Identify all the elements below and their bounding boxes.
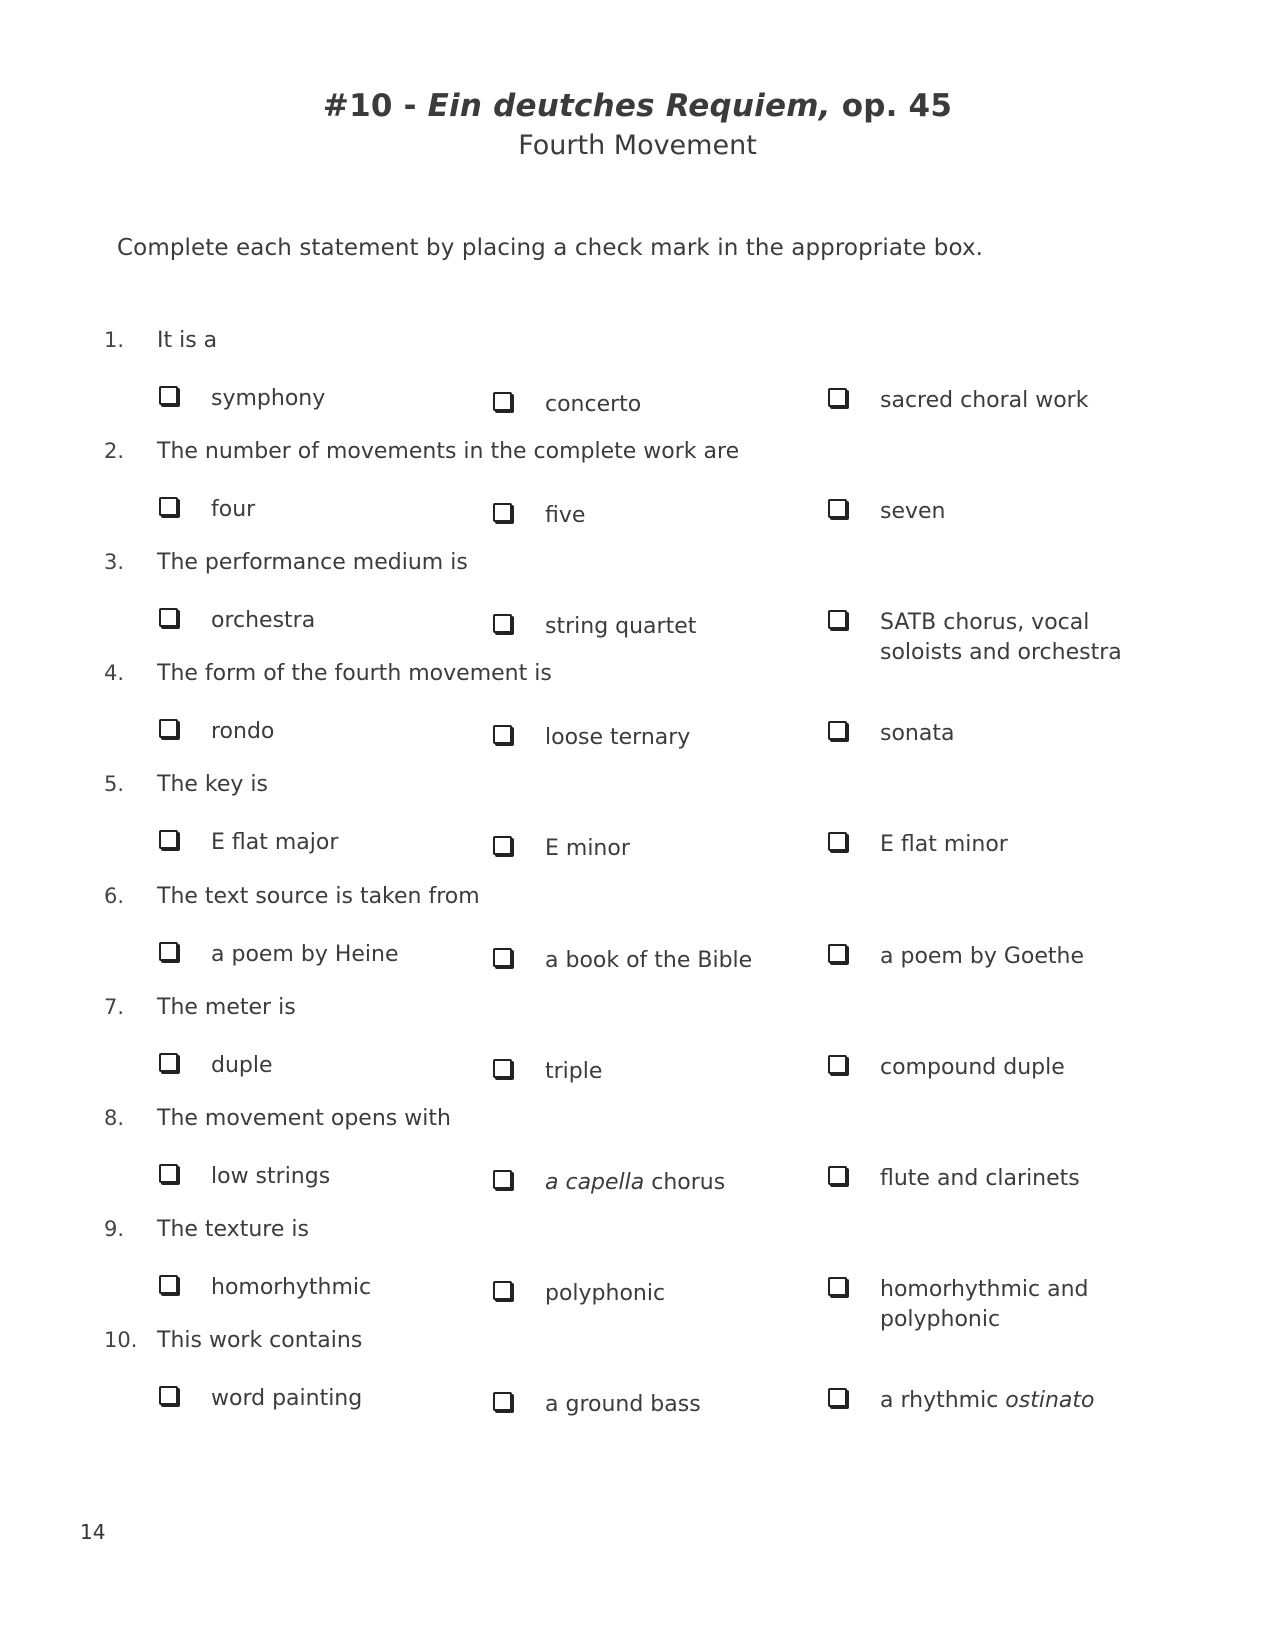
checkbox-icon[interactable] bbox=[493, 614, 512, 633]
option-label: sonata bbox=[880, 721, 955, 746]
option-label: compound duple bbox=[880, 1055, 1065, 1080]
question-number: 10. bbox=[104, 1328, 138, 1352]
title-work: Ein deutches Requiem, bbox=[427, 88, 831, 124]
title-opus: op. 45 bbox=[830, 88, 953, 124]
option-label: sacred choral work bbox=[880, 388, 1089, 413]
checkbox-icon[interactable] bbox=[159, 1164, 178, 1183]
checkbox-icon[interactable] bbox=[828, 388, 847, 407]
option-label: a ground bass bbox=[545, 1392, 701, 1417]
option-label: word painting bbox=[211, 1386, 363, 1411]
checkbox-icon[interactable] bbox=[493, 725, 512, 744]
question-6 bbox=[104, 884, 1204, 984]
option-label: symphony bbox=[211, 386, 326, 411]
option-label: E flat major bbox=[211, 830, 339, 855]
question-number: 4. bbox=[104, 661, 125, 685]
option-label: a rhythmic ostinato bbox=[880, 1388, 1095, 1413]
question-text: The text source is taken from bbox=[157, 884, 480, 909]
question-number: 2. bbox=[104, 439, 125, 463]
checkbox-icon[interactable] bbox=[159, 608, 178, 627]
option-label: concerto bbox=[545, 392, 642, 417]
option-label: E flat minor bbox=[880, 832, 1008, 857]
question-text: The movement opens with bbox=[157, 1106, 451, 1131]
option-label: flute and clarinets bbox=[880, 1166, 1080, 1191]
option-label: a poem by Goethe bbox=[880, 944, 1084, 969]
checkbox-icon[interactable] bbox=[493, 836, 512, 855]
checkbox-icon[interactable] bbox=[493, 1392, 512, 1411]
checkbox-icon[interactable] bbox=[828, 1277, 847, 1296]
question-text: The key is bbox=[157, 772, 268, 797]
option-label: a book of the Bible bbox=[545, 948, 753, 973]
option-label: triple bbox=[545, 1059, 603, 1084]
question-2 bbox=[104, 439, 1204, 539]
question-3 bbox=[104, 550, 1204, 665]
checkbox-icon[interactable] bbox=[493, 1059, 512, 1078]
option-label: low strings bbox=[211, 1164, 331, 1189]
checkbox-icon[interactable] bbox=[159, 719, 178, 738]
question-text: The form of the fourth movement is bbox=[157, 661, 552, 686]
option-label: string quartet bbox=[545, 614, 697, 639]
option-label: four bbox=[211, 497, 256, 522]
option-label: polyphonic bbox=[545, 1281, 666, 1306]
option-label: a poem by Heine bbox=[211, 942, 399, 967]
option-label: five bbox=[545, 503, 586, 528]
checkbox-icon[interactable] bbox=[493, 948, 512, 967]
checkbox-icon[interactable] bbox=[159, 386, 178, 405]
option-label: a capella chorus bbox=[545, 1170, 726, 1195]
checkbox-icon[interactable] bbox=[493, 503, 512, 522]
option-label: E minor bbox=[545, 836, 630, 861]
checkbox-icon[interactable] bbox=[159, 497, 178, 516]
checkbox-icon[interactable] bbox=[828, 1388, 847, 1407]
question-text: The meter is bbox=[157, 995, 296, 1020]
question-1 bbox=[104, 328, 1204, 428]
checkbox-icon[interactable] bbox=[828, 1055, 847, 1074]
question-number: 8. bbox=[104, 1106, 125, 1130]
checkbox-icon[interactable] bbox=[493, 392, 512, 411]
option-label: duple bbox=[211, 1053, 273, 1078]
question-10 bbox=[104, 1328, 1204, 1428]
checkbox-icon[interactable] bbox=[828, 944, 847, 963]
checkbox-icon[interactable] bbox=[493, 1281, 512, 1300]
checkbox-icon[interactable] bbox=[159, 830, 178, 849]
question-number: 9. bbox=[104, 1217, 125, 1241]
checkbox-icon[interactable] bbox=[828, 610, 847, 629]
option-label: SATB chorus, vocal soloists and orchestra bbox=[880, 610, 1122, 665]
checkbox-icon[interactable] bbox=[159, 942, 178, 961]
option-label: homorhythmic bbox=[211, 1275, 372, 1300]
checkbox-icon[interactable] bbox=[159, 1053, 178, 1072]
option-label: seven bbox=[880, 499, 946, 524]
question-7 bbox=[104, 995, 1204, 1095]
checkbox-icon[interactable] bbox=[159, 1275, 178, 1294]
instructions: Complete each statement by placing a check mark in the appropriate box. bbox=[117, 235, 984, 261]
title-number: #10 - bbox=[322, 88, 428, 124]
checkbox-icon[interactable] bbox=[828, 832, 847, 851]
question-number: 1. bbox=[104, 328, 125, 352]
page-subtitle: Fourth Movement bbox=[518, 130, 757, 161]
checkbox-icon[interactable] bbox=[159, 1386, 178, 1405]
question-9 bbox=[104, 1217, 1204, 1332]
question-4 bbox=[104, 661, 1204, 761]
question-text: The number of movements in the complete work are bbox=[157, 439, 740, 464]
checkbox-icon[interactable] bbox=[828, 721, 847, 740]
checkbox-icon[interactable] bbox=[828, 499, 847, 518]
question-text: The texture is bbox=[157, 1217, 309, 1242]
question-text: The performance medium is bbox=[157, 550, 468, 575]
question-text: It is a bbox=[157, 328, 218, 353]
question-number: 6. bbox=[104, 884, 125, 908]
question-number: 7. bbox=[104, 995, 125, 1019]
page-title bbox=[0, 88, 1275, 124]
page-number: 14 bbox=[80, 1520, 106, 1544]
checkbox-icon[interactable] bbox=[828, 1166, 847, 1185]
option-label: loose ternary bbox=[545, 725, 691, 750]
option-label: rondo bbox=[211, 719, 275, 744]
question-8 bbox=[104, 1106, 1204, 1206]
question-number: 3. bbox=[104, 550, 125, 574]
checkbox-icon[interactable] bbox=[493, 1170, 512, 1189]
option-label: homorhythmic and polyphonic bbox=[880, 1277, 1089, 1332]
question-text: This work contains bbox=[157, 1328, 363, 1353]
question-number: 5. bbox=[104, 772, 125, 796]
option-label: orchestra bbox=[211, 608, 316, 633]
question-5 bbox=[104, 772, 1204, 872]
